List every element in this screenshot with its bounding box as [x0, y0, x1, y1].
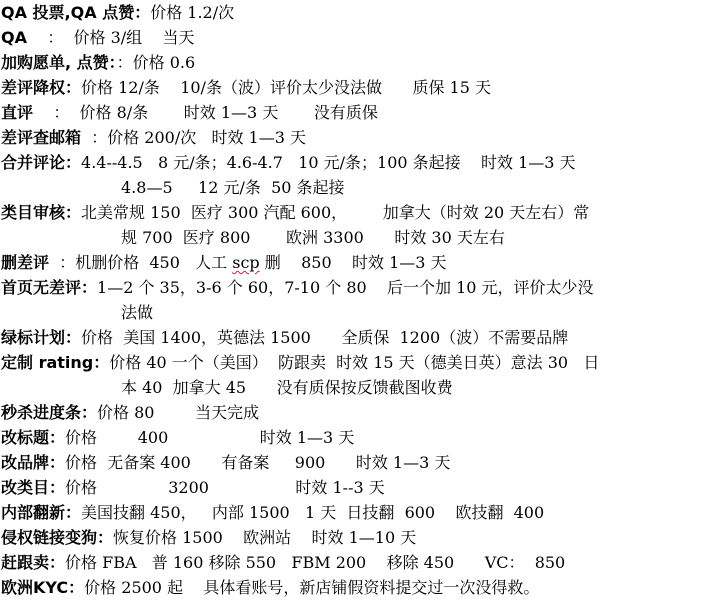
row-text: 价格 400 时效 1—3 天: [65, 428, 355, 447]
row-delete-bad-review: [1, 250, 447, 275]
row-text: ：价格 0.6: [116, 53, 196, 72]
row-text: ：机删价格 450 人工: [49, 253, 233, 272]
row-eu-kyc: [1, 575, 539, 600]
row-label: 差评查邮箱: [1, 128, 82, 147]
row-text: 1—2 个 35，3-6 个 60，7-10 个 80 后一个加 10 元，评价太少没: [97, 278, 594, 297]
row-qa-vote: [1, 0, 234, 25]
row-text: 本 40 加拿大 45 没有质保按反馈截图收费: [121, 378, 453, 397]
row-text: 价格 无备案 400 有备案 900 时效 1—3 天: [65, 453, 451, 472]
row-flash-sale: [1, 400, 259, 425]
row-category-audit: [1, 200, 589, 225]
row-remove-hijackers: [1, 550, 565, 575]
row-reviewer-email: [1, 125, 306, 150]
row-text: 4.8—5 12 元/条 50 条起接: [121, 178, 345, 197]
row-change-title: [1, 425, 354, 450]
row-text: 北美常规 150 医疗 300 汽配 600， 加拿大（时效 20 天左右）常: [81, 203, 590, 222]
row-change-category: [1, 475, 385, 500]
row-label: 改品牌：: [1, 453, 66, 472]
row-label: 欧洲KYC：: [1, 578, 85, 597]
row-label: 赶跟卖：: [1, 553, 66, 572]
row-custom-rating: [1, 350, 599, 375]
row-change-brand: [1, 450, 450, 475]
row-text-tail: 删 850 时效 1—3 天: [259, 253, 447, 272]
row-label: 删差评: [1, 253, 50, 272]
row-label: QA: [1, 28, 27, 47]
row-infringing-link: [1, 525, 416, 550]
row-green-label: [1, 325, 568, 350]
row-merge-reviews: [1, 150, 576, 175]
row-text: ： 价格 8/条 时效 1—3 天 没有质保: [33, 103, 378, 122]
row-text: 价格 3200 时效 1--3 天: [65, 478, 385, 497]
row-text: 价格 1.2/次: [150, 3, 235, 22]
row-internal-refurb: [1, 500, 544, 525]
row-homepage-no-bad: [1, 275, 594, 300]
row-direct-review: [1, 100, 378, 125]
row-text-underlined: scp: [232, 253, 260, 272]
row-text: 美国技翻 450， 内部 1500 1 天 日技翻 600 欧技翻 400: [81, 503, 545, 522]
row-merge-reviews-cont: [121, 175, 345, 200]
row-label: 定制 rating：: [1, 353, 110, 372]
row-text: 价格 FBA 普 160 移除 550 FBM 200 移除 450 VC： 850: [65, 553, 566, 572]
row-label: QA 投票,QA 点赞：: [1, 3, 151, 22]
row-label: 类目审核：: [1, 203, 82, 222]
row-label: 绿标计划：: [1, 328, 82, 347]
row-text: 4.4--4.5 8 元/条；4.6-4.7 10 元/条；100 条起接 时效 1—3 天: [81, 153, 576, 172]
row-category-audit-cont: [121, 225, 505, 250]
row-qa: [1, 25, 195, 50]
row-label: 直评: [1, 103, 34, 122]
row-label: 秒杀进度条：: [1, 403, 98, 422]
row-label: 改类目：: [1, 478, 66, 497]
row-label: 侵权链接变狗：: [1, 528, 114, 547]
row-text: 价格 40 一个（美国） 防跟卖 时效 15 天（德美日英）意法 30 日: [109, 353, 600, 372]
row-wishlist-like: [1, 50, 195, 75]
row-text: ：价格 200/次 时效 1—3 天: [81, 128, 306, 147]
row-label: 差评降权：: [1, 78, 82, 97]
row-text: 规 700 医疗 800 欧洲 3300 时效 30 天左右: [121, 228, 505, 247]
row-label: 首页无差评：: [1, 278, 98, 297]
row-text: ： 价格 3/组 当天: [26, 28, 195, 47]
row-text: 价格 美国 1400，英德法 1500 全质保 1200（波）不需要品牌: [81, 328, 569, 347]
row-label: 改标题：: [1, 428, 66, 447]
row-bad-review-demote: [1, 75, 491, 100]
row-text: 恢复价格 1500 欧洲站 时效 1—10 天: [113, 528, 417, 547]
row-label: 加购愿单, 点赞：: [1, 53, 117, 72]
row-homepage-no-bad-cont: [121, 300, 153, 325]
row-text: 价格 80 当天完成: [97, 403, 260, 422]
row-label: 合并评论：: [1, 153, 82, 172]
row-text: 价格 2500 起 具体看账号，新店铺假资料提交过一次没得救。: [84, 578, 540, 597]
row-custom-rating-cont: [121, 375, 453, 400]
row-text: 法做: [121, 303, 154, 322]
row-label: 内部翻新：: [1, 503, 82, 522]
row-text: 价格 12/条 10/条（波）评价太少没法做 质保 15 天: [81, 78, 491, 97]
